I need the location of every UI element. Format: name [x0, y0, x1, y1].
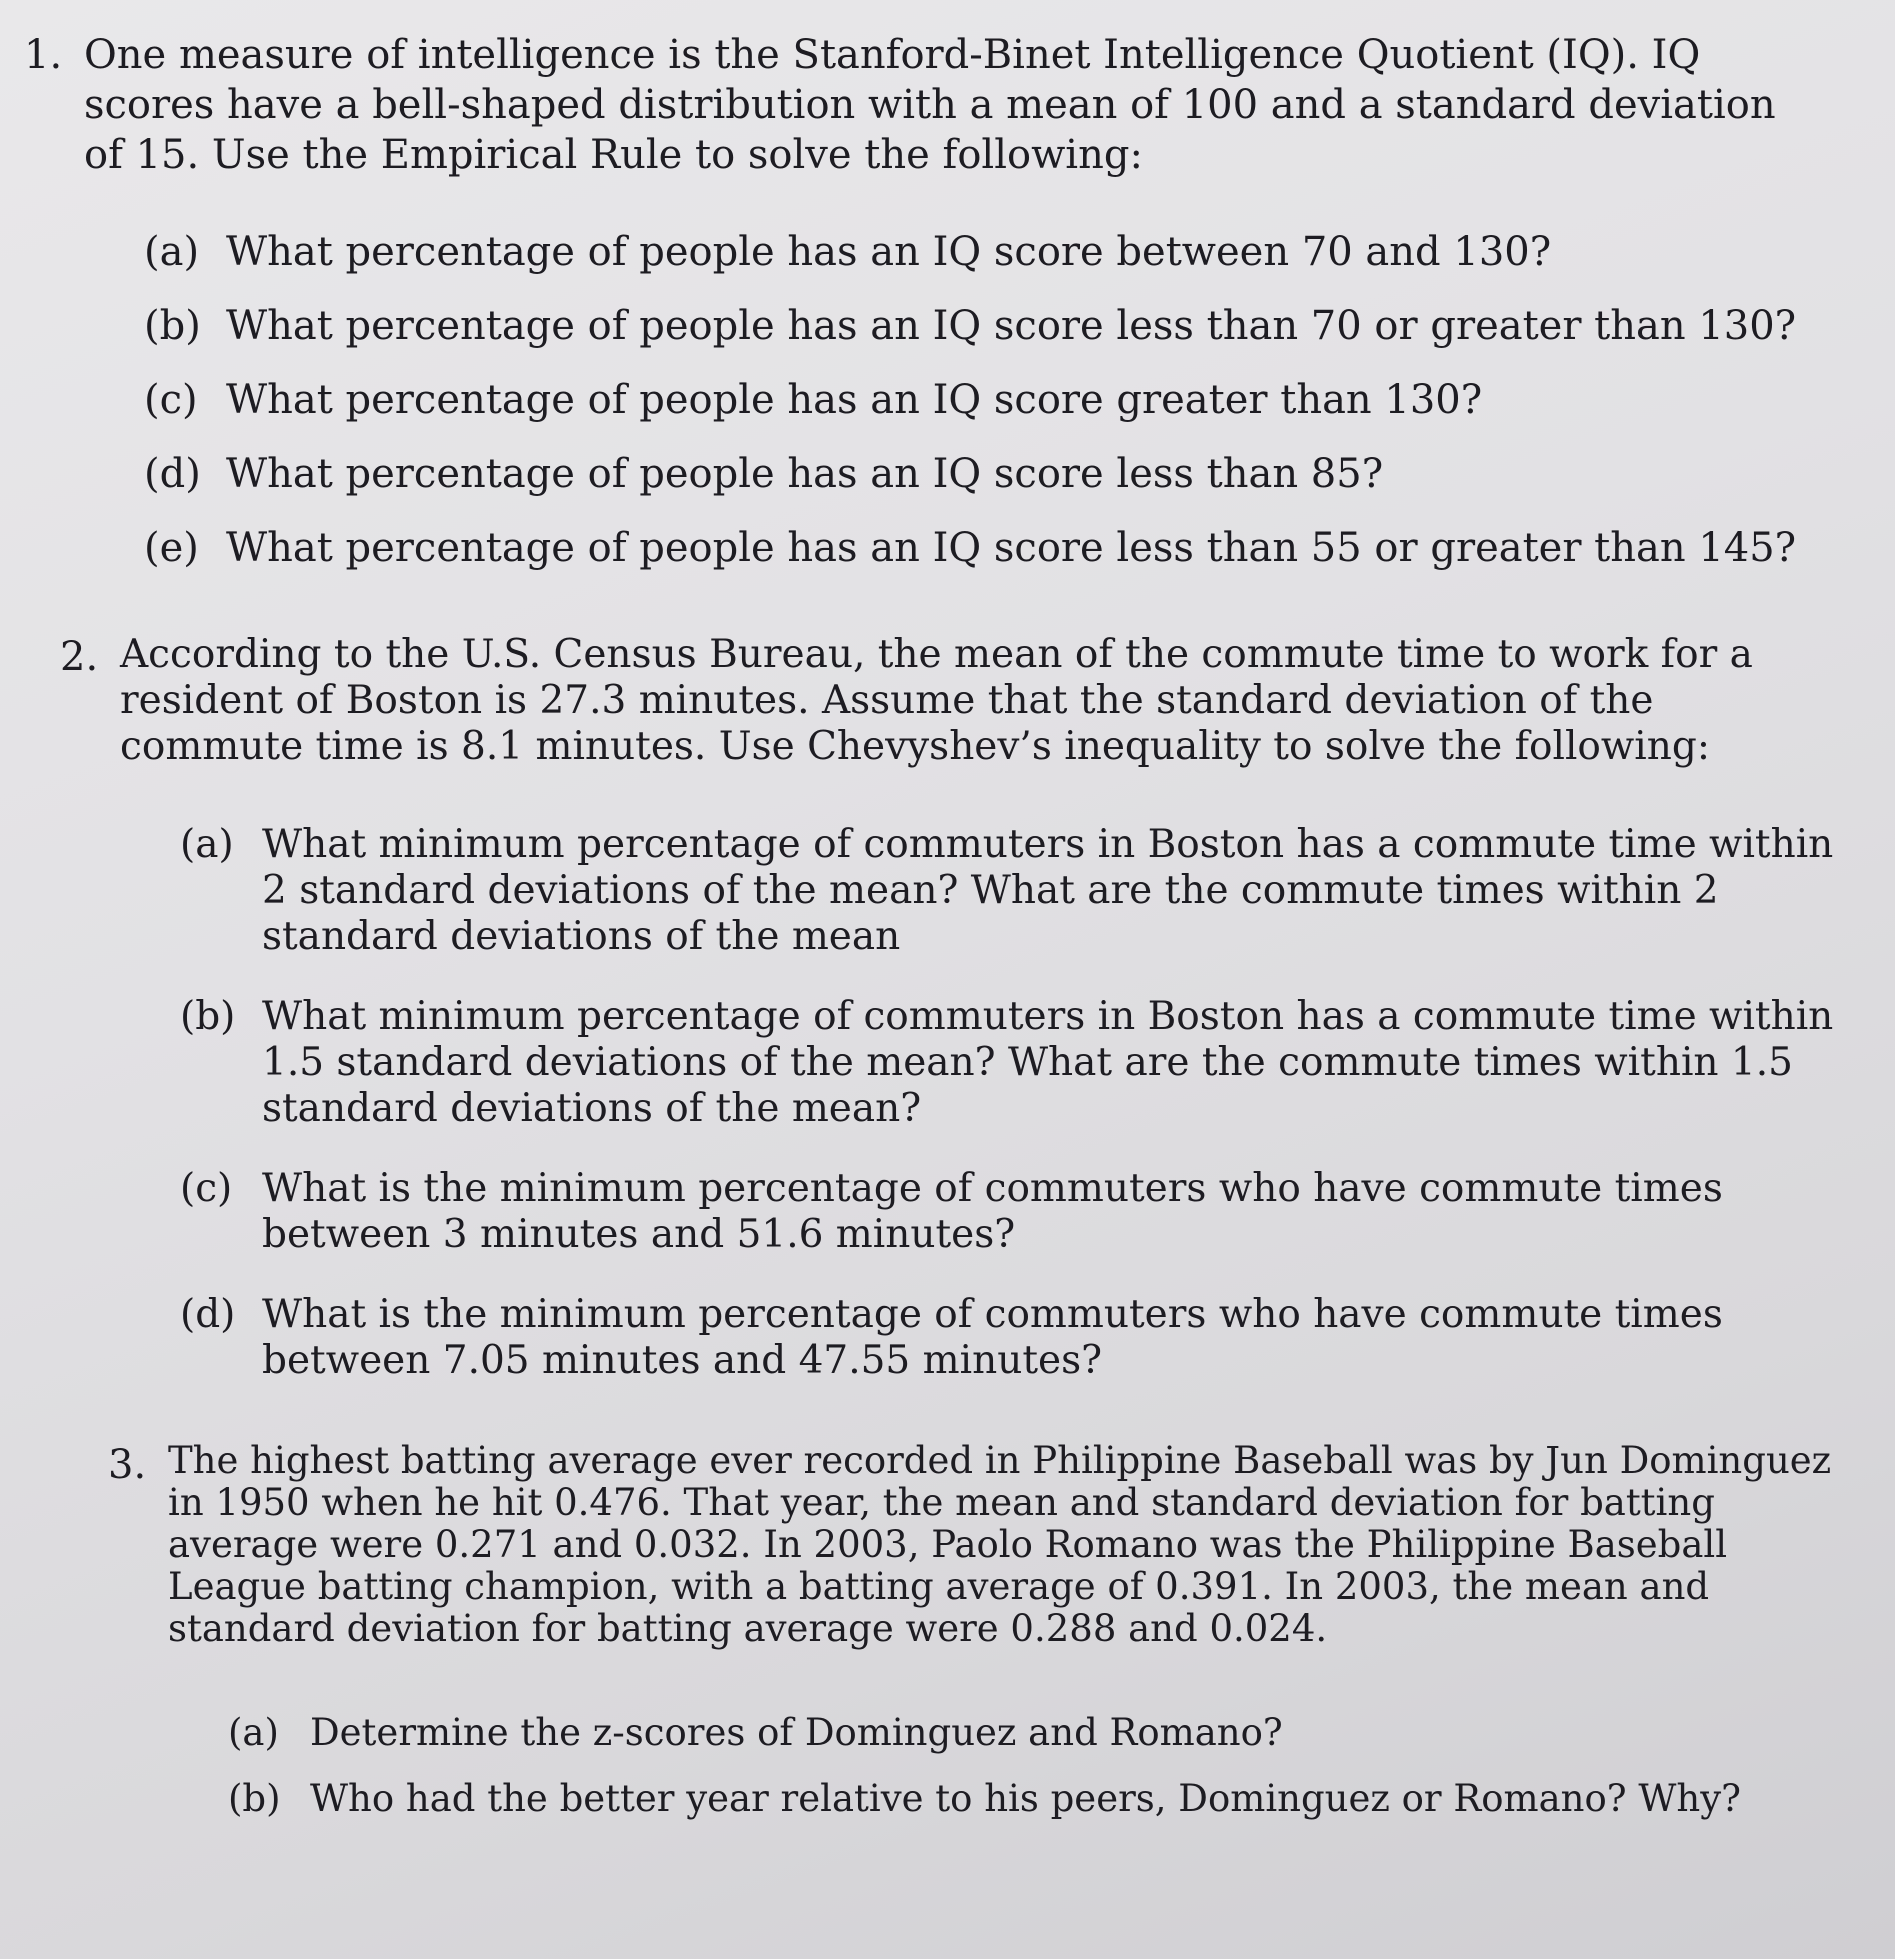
problem-body — [84, 30, 1824, 598]
sub-question-label: (b) — [180, 994, 236, 1039]
sub-question-label: (b) — [228, 1777, 281, 1820]
sub-question — [144, 228, 1824, 276]
sub-question-text: What is the minimum percentage of commuters who have commute times between 7.05 minutes and 47.55 minutes? — [262, 1292, 1723, 1383]
sub-question-text: What minimum percentage of commuters in Boston has a commute time within 1.5 standard deviations of the mean? What are the commute times within 1.5 standard deviations of the mean? — [262, 994, 1834, 1131]
problem-number: 1. — [24, 32, 63, 78]
sub-question — [180, 994, 1840, 1132]
sub-question-label: (d) — [144, 451, 201, 497]
sub-question-label: (a) — [144, 229, 200, 275]
sub-question-text: What is the minimum percentage of commuters who have commute times between 3 minutes and 51.6 minutes? — [262, 1166, 1723, 1257]
sub-question-list — [228, 1710, 1848, 1822]
sub-question-text: What percentage of people has an IQ score less than 85? — [226, 451, 1384, 497]
problem-statement: According to the U.S. Census Bureau, the mean of the commute time to work for a resident of Boston is 27.3 minutes. Assume that the standard deviation of the commute time is 8.1 minutes. Use Chevyshev’s inequality to solve the following: — [120, 632, 1753, 769]
problem-number: 2. — [60, 634, 99, 680]
sub-question-list — [144, 228, 1824, 572]
sub-question — [144, 450, 1824, 498]
sub-question — [144, 302, 1824, 350]
sub-question-text: What percentage of people has an IQ score greater than 130? — [226, 377, 1483, 423]
problem-statement: The highest batting average ever recorded in Philippine Baseball was by Jun Dominguez in 1950 when he hit 0.476. That year, the mean and standard deviation for batting average were 0.271 and 0.032. In 2003, Paolo Romano was the Philippine Baseball League batting champion, with a batting average of 0.391. In 2003, the mean and standard deviation for batting average were 0.288 and 0.024. — [168, 1439, 1832, 1650]
sub-question-text: What percentage of people has an IQ score less than 55 or greater than 145? — [226, 525, 1797, 571]
sub-question-text: What percentage of people has an IQ score less than 70 or greater than 130? — [226, 303, 1797, 349]
sub-question-label: (b) — [144, 303, 201, 349]
sub-question-label: (c) — [180, 1166, 233, 1211]
sub-question — [228, 1710, 1848, 1756]
sub-question-text: Who had the better year relative to his peers, Dominguez or Romano? Why? — [310, 1777, 1741, 1820]
problem-2 — [60, 632, 1840, 1418]
sub-question — [144, 376, 1824, 424]
problem-body — [120, 632, 1840, 1418]
sub-question-label: (a) — [180, 822, 234, 867]
problem-1 — [24, 30, 1824, 598]
sub-question-text: What minimum percentage of commuters in Boston has a commute time within 2 standard deviations of the mean? What are the commute times within 2 standard deviations of the mean — [262, 822, 1834, 959]
sub-question — [180, 822, 1840, 960]
sub-question — [180, 1166, 1840, 1258]
sub-question-text: Determine the z-scores of Dominguez and Romano? — [310, 1711, 1283, 1754]
sub-question-list — [180, 822, 1840, 1384]
sub-question — [228, 1776, 1848, 1822]
problem-statement: One measure of intelligence is the Stanford-Binet Intelligence Quotient (IQ). IQ scores have a bell-shaped distribution with a mean of 100 and a standard deviation of 15. Use the Empirical Rule to solve the following: — [84, 32, 1776, 178]
sub-question — [180, 1292, 1840, 1384]
sub-question-text: What percentage of people has an IQ score between 70 and 130? — [226, 229, 1552, 275]
sub-question-label: (a) — [228, 1711, 279, 1754]
problem-3 — [108, 1440, 1848, 1842]
sub-question — [144, 524, 1824, 572]
problem-number: 3. — [108, 1442, 147, 1488]
sub-question-label: (c) — [144, 377, 198, 423]
sub-question-label: (e) — [144, 525, 199, 571]
sub-question-label: (d) — [180, 1292, 236, 1337]
problem-body — [168, 1440, 1848, 1842]
